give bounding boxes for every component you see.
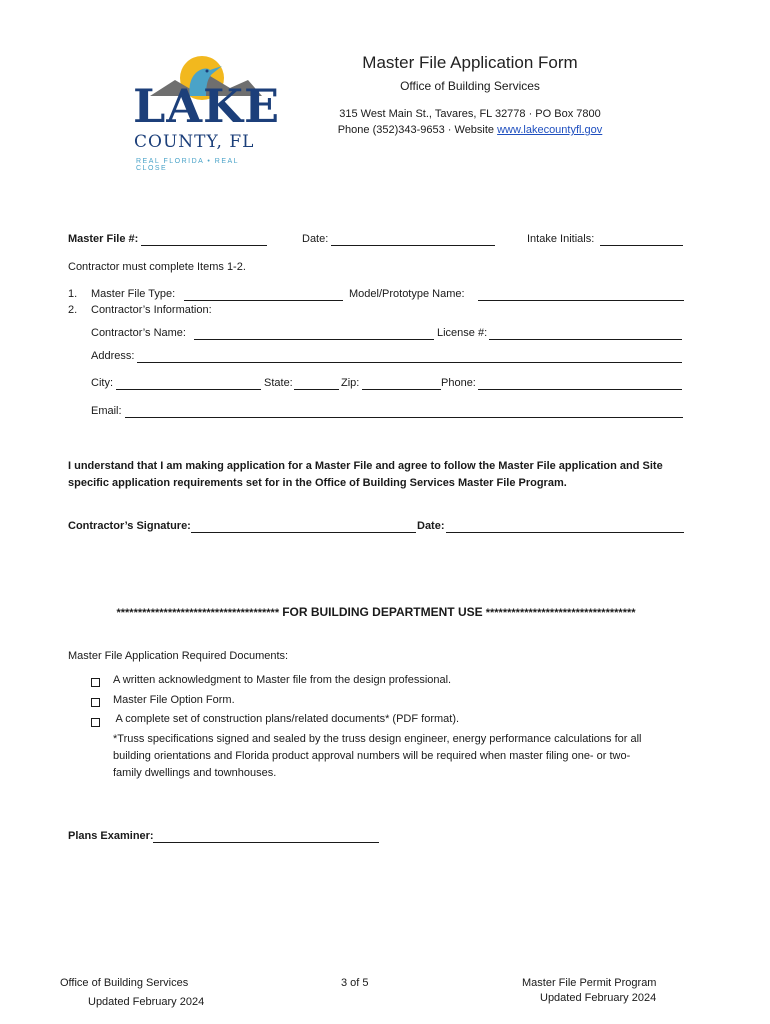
state-field[interactable] [294,389,339,390]
doc-2-checkbox[interactable] [91,698,100,707]
signature-label: Contractor’s Signature: [68,520,191,532]
state-label: State: [264,377,293,389]
item-1-number: 1. [68,288,78,300]
doc-2-label: Master File Option Form. [113,694,235,706]
item-2-number: 2. [68,304,78,316]
plans-examiner-field[interactable] [153,842,379,843]
signature-date-field[interactable] [446,532,684,533]
plans-examiner-label: Plans Examiner: [68,830,154,842]
model-name-label: Model/Prototype Name: [349,288,465,300]
city-field[interactable] [116,389,261,390]
website-link[interactable]: www.lakecountyfl.gov [497,124,603,136]
master-file-field[interactable] [141,245,267,246]
master-file-type-field[interactable] [184,300,343,301]
city-label: City: [91,377,113,389]
form-title: Master File Application Form [362,53,578,72]
phone-field[interactable] [478,389,682,390]
truss-note-line-3: family dwellings and townhouses. [113,767,277,779]
footer-updated-left: Updated February 2024 [88,996,205,1008]
address-field[interactable] [137,362,682,363]
intake-initials-label: Intake Initials: [527,233,595,245]
intake-initials-field[interactable] [600,245,683,246]
phone-label: Phone: [441,377,476,389]
doc-3-label: A complete set of construction plans/related documents* (PDF format). [113,713,460,725]
county-logo [130,50,281,172]
email-label: Email: [91,405,122,417]
contractor-name-label: Contractor’s Name: [91,327,186,339]
doc-1-label: A written acknowledgment to Master file from the design professional. [113,674,452,686]
logo-wordmark: LAKE [133,79,281,133]
banner-stars-right: *********************************** [485,607,636,619]
footer-updated-right: Updated February 2024 [540,992,657,1004]
license-label: License #: [437,327,488,339]
required-docs-heading: Master File Application Required Documents: [68,650,289,662]
footer-program: Master File Permit Program [522,977,657,989]
office-name: Office of Building Services [400,79,540,93]
truss-note-line-2: building orientations and Florida product approval numbers will be required when master filing one- or two- [113,750,631,762]
email-field[interactable] [125,417,683,418]
item-1-label: Master File Type: [91,288,176,300]
statement-line-1: I understand that I am making application for a Master File and agree to follow the Master File application and Site [68,460,663,472]
license-field[interactable] [489,339,682,340]
truss-note-line-1: *Truss specifications signed and sealed by the truss design engineer, energy performance calculations for all [113,733,642,745]
date-field[interactable] [331,245,495,246]
logo-tagline: REAL FLORIDA • REAL CLOSE [136,158,239,172]
zip-field[interactable] [362,389,441,390]
banner-stars-left: ************************************** [116,607,280,619]
doc-3-checkbox[interactable] [91,718,100,727]
statement-line-2: specific application requirements set for in the Office of Building Services Master File Program. [68,477,567,489]
office-address: 315 West Main St., Tavares, FL 32778 · PO Box 7800 [339,108,601,120]
master-file-label: Master File #: [68,233,139,245]
signature-field[interactable] [191,532,416,533]
department-use-banner [68,605,684,619]
item-2-label: Contractor’s Information: [91,304,212,316]
doc-1-checkbox[interactable] [91,678,100,687]
signature-date-label: Date: [417,520,445,532]
banner-text: FOR BUILDING DEPARTMENT USE [282,605,483,619]
page-number: 3 of 5 [341,977,369,989]
office-phone: Phone (352)343-9653 · Website [337,124,498,136]
office-contact [300,124,640,136]
model-name-field[interactable] [478,300,684,301]
date-label: Date: [302,233,329,245]
address-label: Address: [91,350,135,362]
footer-office: Office of Building Services [60,977,189,989]
zip-label: Zip: [341,377,360,389]
contractor-name-field[interactable] [194,339,434,340]
instruction-text: Contractor must complete Items 1-2. [68,261,246,273]
logo-county: COUNTY, FL [134,132,255,152]
